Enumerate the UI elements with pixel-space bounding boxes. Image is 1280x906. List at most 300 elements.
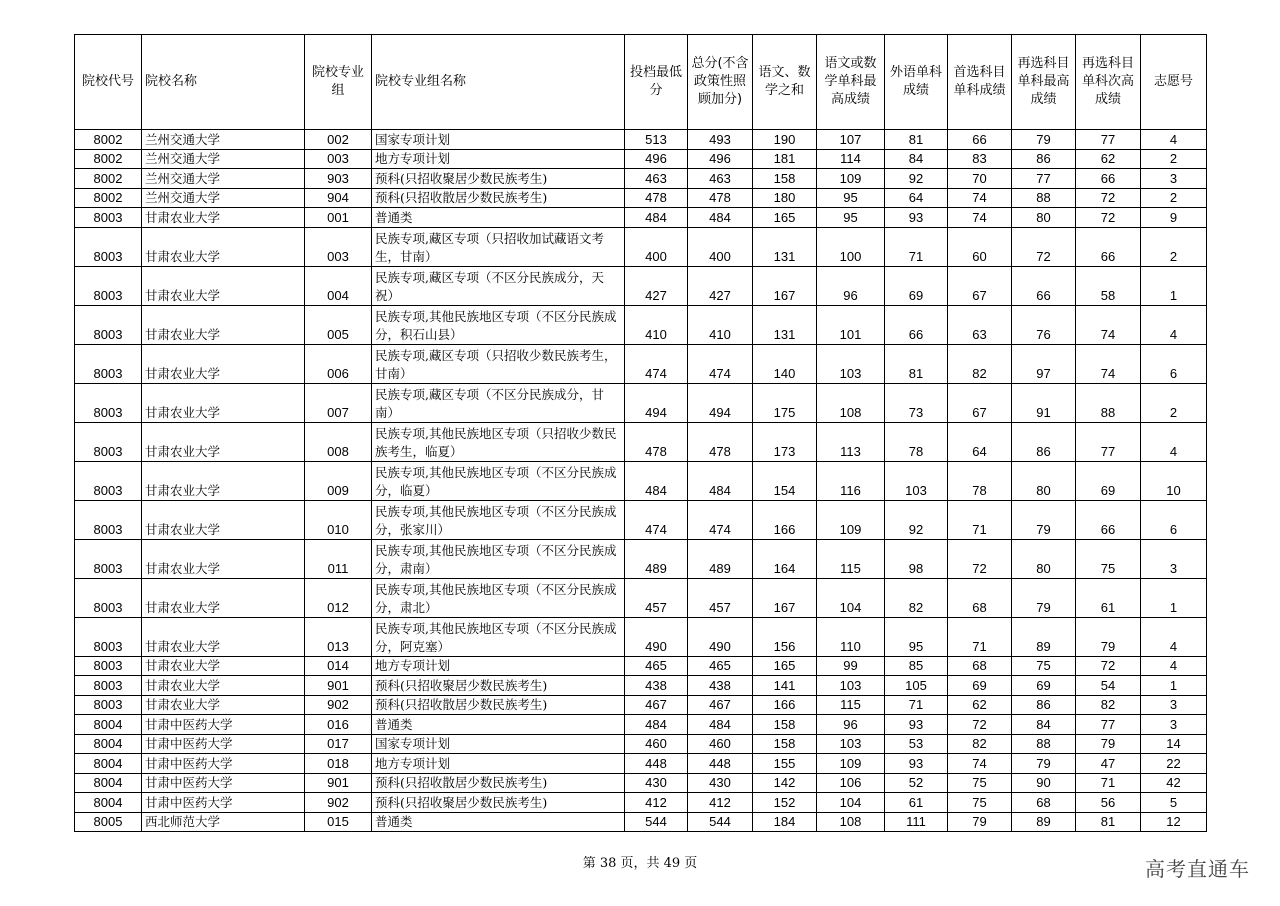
cell-resel-second: 69 (1076, 461, 1141, 500)
table-row (75, 773, 1207, 793)
cell-foreign: 78 (885, 422, 948, 461)
cell-total: 489 (688, 539, 753, 578)
cell-resel-max: 86 (1012, 422, 1076, 461)
page-footer: 第 38 页，共 49 页 (582, 856, 698, 871)
cell-name: 兰州交通大学 (142, 130, 305, 150)
cell-cn-or-math-max: 106 (817, 773, 885, 793)
table-row (75, 676, 1207, 696)
cell-resel-max: 66 (1012, 266, 1076, 305)
table-row (75, 715, 1207, 735)
cell-resel-max: 68 (1012, 793, 1076, 813)
cell-foreign: 66 (885, 305, 948, 344)
header-group-name: 院校专业组名称 (372, 35, 625, 130)
cell-first-subject: 74 (948, 188, 1012, 208)
cell-name: 兰州交通大学 (142, 188, 305, 208)
cell-resel-max: 79 (1012, 578, 1076, 617)
cell-name: 甘肃中医药大学 (142, 754, 305, 774)
cell-wish: 4 (1141, 656, 1207, 676)
cell-min-score: 448 (625, 754, 688, 774)
table-body (75, 130, 1207, 832)
cell-first-subject: 68 (948, 578, 1012, 617)
cell-group-name: 民族专项,藏区专项（不区分民族成分，甘南） (372, 383, 625, 422)
cell-cn-math: 141 (753, 676, 817, 696)
header-foreign: 外语单科成绩 (885, 35, 948, 130)
cell-resel-second: 72 (1076, 656, 1141, 676)
cell-first-subject: 74 (948, 754, 1012, 774)
cell-total: 427 (688, 266, 753, 305)
cell-cn-math: 166 (753, 695, 817, 715)
table-row (75, 149, 1207, 169)
cell-first-subject: 72 (948, 715, 1012, 735)
cell-first-subject: 83 (948, 149, 1012, 169)
cell-first-subject: 72 (948, 539, 1012, 578)
header-code: 院校代号 (75, 35, 142, 130)
table-row (75, 305, 1207, 344)
cell-total: 478 (688, 422, 753, 461)
cell-min-score: 478 (625, 422, 688, 461)
cell-total: 400 (688, 227, 753, 266)
cell-group-name: 普通类 (372, 715, 625, 735)
cell-foreign: 93 (885, 715, 948, 735)
cell-group-code: 014 (305, 656, 372, 676)
cell-code: 8003 (75, 208, 142, 228)
cell-total: 457 (688, 578, 753, 617)
cell-foreign: 61 (885, 793, 948, 813)
cell-name: 兰州交通大学 (142, 169, 305, 189)
cell-group-name: 民族专项,其他民族地区专项（不区分民族成分，积石山县） (372, 305, 625, 344)
cell-group-name: 预科(只招收聚居少数民族考生) (372, 169, 625, 189)
cell-cn-or-math-max: 108 (817, 812, 885, 832)
cell-foreign: 64 (885, 188, 948, 208)
cell-group-code: 007 (305, 383, 372, 422)
cell-resel-max: 80 (1012, 461, 1076, 500)
cell-cn-math: 167 (753, 266, 817, 305)
cell-resel-max: 97 (1012, 344, 1076, 383)
table-row (75, 422, 1207, 461)
cell-total: 496 (688, 149, 753, 169)
cell-resel-max: 77 (1012, 169, 1076, 189)
cell-group-code: 012 (305, 578, 372, 617)
cell-group-name: 民族专项,其他民族地区专项（不区分民族成分，临夏） (372, 461, 625, 500)
cell-total: 484 (688, 208, 753, 228)
cell-resel-second: 62 (1076, 149, 1141, 169)
cell-first-subject: 62 (948, 695, 1012, 715)
cell-first-subject: 82 (948, 344, 1012, 383)
cell-wish: 2 (1141, 227, 1207, 266)
cell-name: 甘肃农业大学 (142, 266, 305, 305)
cell-code: 8002 (75, 149, 142, 169)
cell-total: 478 (688, 188, 753, 208)
cell-group-name: 国家专项计划 (372, 130, 625, 150)
cell-cn-math: 131 (753, 227, 817, 266)
table-row (75, 578, 1207, 617)
table-row (75, 266, 1207, 305)
cell-cn-or-math-max: 95 (817, 188, 885, 208)
cell-code: 8003 (75, 539, 142, 578)
cell-min-score: 410 (625, 305, 688, 344)
cell-wish: 3 (1141, 169, 1207, 189)
table-row (75, 130, 1207, 150)
table-row (75, 188, 1207, 208)
cell-resel-second: 88 (1076, 383, 1141, 422)
cell-total: 484 (688, 461, 753, 500)
cell-min-score: 463 (625, 169, 688, 189)
cell-cn-math: 175 (753, 383, 817, 422)
cell-cn-or-math-max: 95 (817, 208, 885, 228)
table-row (75, 383, 1207, 422)
cell-total: 544 (688, 812, 753, 832)
cell-cn-or-math-max: 104 (817, 578, 885, 617)
cell-cn-math: 167 (753, 578, 817, 617)
header-resel-second: 再选科目单科次高成绩 (1076, 35, 1141, 130)
cell-min-score: 438 (625, 676, 688, 696)
cell-foreign: 98 (885, 539, 948, 578)
cell-resel-max: 88 (1012, 188, 1076, 208)
cell-wish: 14 (1141, 734, 1207, 754)
cell-name: 甘肃农业大学 (142, 422, 305, 461)
cell-code: 8003 (75, 500, 142, 539)
cell-total: 463 (688, 169, 753, 189)
cell-resel-second: 66 (1076, 227, 1141, 266)
cell-foreign: 85 (885, 656, 948, 676)
cell-name: 甘肃农业大学 (142, 461, 305, 500)
cell-cn-or-math-max: 114 (817, 149, 885, 169)
cell-resel-max: 72 (1012, 227, 1076, 266)
cell-cn-math: 166 (753, 500, 817, 539)
cell-first-subject: 78 (948, 461, 1012, 500)
table-row (75, 344, 1207, 383)
cell-group-code: 901 (305, 773, 372, 793)
cell-wish: 6 (1141, 344, 1207, 383)
cell-code: 8003 (75, 266, 142, 305)
cell-code: 8004 (75, 715, 142, 735)
cell-cn-or-math-max: 103 (817, 344, 885, 383)
cell-group-code: 003 (305, 149, 372, 169)
cell-foreign: 73 (885, 383, 948, 422)
cell-first-subject: 69 (948, 676, 1012, 696)
cell-first-subject: 63 (948, 305, 1012, 344)
cell-cn-math: 155 (753, 754, 817, 774)
cell-cn-or-math-max: 109 (817, 500, 885, 539)
cell-min-score: 513 (625, 130, 688, 150)
cell-code: 8004 (75, 773, 142, 793)
cell-wish: 10 (1141, 461, 1207, 500)
cell-group-name: 民族专项,其他民族地区专项（只招收少数民族考生，临夏） (372, 422, 625, 461)
cell-code: 8002 (75, 169, 142, 189)
cell-cn-math: 156 (753, 617, 817, 656)
cell-name: 甘肃农业大学 (142, 539, 305, 578)
cell-resel-second: 74 (1076, 344, 1141, 383)
header-min-score: 投档最低分 (625, 35, 688, 130)
cell-foreign: 93 (885, 754, 948, 774)
cell-code: 8003 (75, 227, 142, 266)
cell-name: 西北师范大学 (142, 812, 305, 832)
cell-group-name: 民族专项,藏区专项（只招收少数民族考生，甘南） (372, 344, 625, 383)
table-row (75, 227, 1207, 266)
cell-name: 兰州交通大学 (142, 149, 305, 169)
cell-foreign: 71 (885, 695, 948, 715)
header-first-subject: 首选科目单科成绩 (948, 35, 1012, 130)
cell-resel-second: 82 (1076, 695, 1141, 715)
cell-group-name: 国家专项计划 (372, 734, 625, 754)
cell-resel-max: 91 (1012, 383, 1076, 422)
cell-first-subject: 75 (948, 793, 1012, 813)
cell-cn-or-math-max: 96 (817, 715, 885, 735)
table-row (75, 754, 1207, 774)
cell-cn-or-math-max: 101 (817, 305, 885, 344)
cell-cn-math: 165 (753, 656, 817, 676)
cell-foreign: 52 (885, 773, 948, 793)
cell-foreign: 95 (885, 617, 948, 656)
cell-wish: 1 (1141, 676, 1207, 696)
cell-wish: 4 (1141, 305, 1207, 344)
cell-foreign: 81 (885, 130, 948, 150)
cell-first-subject: 71 (948, 500, 1012, 539)
cell-cn-or-math-max: 107 (817, 130, 885, 150)
cell-group-code: 002 (305, 130, 372, 150)
cell-code: 8005 (75, 812, 142, 832)
cell-cn-math: 158 (753, 169, 817, 189)
cell-group-code: 003 (305, 227, 372, 266)
cell-cn-or-math-max: 104 (817, 793, 885, 813)
cell-group-code: 901 (305, 676, 372, 696)
cell-resel-max: 69 (1012, 676, 1076, 696)
cell-name: 甘肃农业大学 (142, 578, 305, 617)
cell-min-score: 474 (625, 344, 688, 383)
cell-resel-max: 80 (1012, 539, 1076, 578)
cell-cn-math: 158 (753, 734, 817, 754)
cell-min-score: 400 (625, 227, 688, 266)
cell-group-code: 001 (305, 208, 372, 228)
cell-group-code: 902 (305, 695, 372, 715)
cell-resel-second: 54 (1076, 676, 1141, 696)
cell-group-code: 010 (305, 500, 372, 539)
cell-total: 465 (688, 656, 753, 676)
cell-min-score: 544 (625, 812, 688, 832)
cell-group-code: 013 (305, 617, 372, 656)
cell-cn-or-math-max: 103 (817, 734, 885, 754)
cell-resel-max: 88 (1012, 734, 1076, 754)
cell-cn-or-math-max: 96 (817, 266, 885, 305)
cell-total: 484 (688, 715, 753, 735)
cell-first-subject: 67 (948, 383, 1012, 422)
cell-group-name: 预科(只招收散居少数民族考生) (372, 188, 625, 208)
cell-foreign: 81 (885, 344, 948, 383)
cell-code: 8002 (75, 188, 142, 208)
cell-total: 474 (688, 500, 753, 539)
cell-min-score: 484 (625, 208, 688, 228)
cell-name: 甘肃中医药大学 (142, 715, 305, 735)
cell-foreign: 69 (885, 266, 948, 305)
cell-name: 甘肃农业大学 (142, 208, 305, 228)
header-cn-or-math-max: 语文或数学单科最高成绩 (817, 35, 885, 130)
cell-group-name: 民族专项,其他民族地区专项（不区分民族成分，张家川） (372, 500, 625, 539)
cell-cn-math: 173 (753, 422, 817, 461)
cell-foreign: 92 (885, 500, 948, 539)
cell-group-name: 预科(只招收散居少数民族考生) (372, 773, 625, 793)
cell-group-name: 地方专项计划 (372, 656, 625, 676)
header-resel-max: 再选科目单科最高成绩 (1012, 35, 1076, 130)
table-row (75, 539, 1207, 578)
cell-group-code: 018 (305, 754, 372, 774)
cell-resel-second: 77 (1076, 422, 1141, 461)
cell-first-subject: 68 (948, 656, 1012, 676)
table-row (75, 169, 1207, 189)
cell-foreign: 82 (885, 578, 948, 617)
table-row (75, 812, 1207, 832)
cell-cn-or-math-max: 108 (817, 383, 885, 422)
cell-cn-math: 165 (753, 208, 817, 228)
admission-score-table (74, 34, 1207, 832)
cell-first-subject: 71 (948, 617, 1012, 656)
table-row (75, 734, 1207, 754)
cell-resel-max: 76 (1012, 305, 1076, 344)
cell-wish: 4 (1141, 422, 1207, 461)
cell-resel-max: 90 (1012, 773, 1076, 793)
cell-wish: 9 (1141, 208, 1207, 228)
cell-cn-or-math-max: 109 (817, 169, 885, 189)
table-row (75, 656, 1207, 676)
cell-group-name: 预科(只招收散居少数民族考生) (372, 695, 625, 715)
cell-first-subject: 67 (948, 266, 1012, 305)
cell-resel-second: 71 (1076, 773, 1141, 793)
cell-min-score: 496 (625, 149, 688, 169)
cell-name: 甘肃农业大学 (142, 617, 305, 656)
cell-min-score: 478 (625, 188, 688, 208)
cell-code: 8003 (75, 422, 142, 461)
cell-group-name: 预科(只招收聚居少数民族考生) (372, 793, 625, 813)
cell-name: 甘肃中医药大学 (142, 793, 305, 813)
cell-code: 8003 (75, 344, 142, 383)
cell-resel-second: 56 (1076, 793, 1141, 813)
cell-cn-or-math-max: 113 (817, 422, 885, 461)
cell-name: 甘肃中医药大学 (142, 734, 305, 754)
header-cn-math: 语文、数学之和 (753, 35, 817, 130)
table-row (75, 793, 1207, 813)
cell-code: 8003 (75, 305, 142, 344)
cell-foreign: 84 (885, 149, 948, 169)
cell-name: 甘肃农业大学 (142, 695, 305, 715)
cell-group-code: 005 (305, 305, 372, 344)
cell-name: 甘肃农业大学 (142, 305, 305, 344)
table-row (75, 695, 1207, 715)
cell-wish: 1 (1141, 266, 1207, 305)
cell-resel-second: 79 (1076, 617, 1141, 656)
cell-group-name: 民族专项,其他民族地区专项（不区分民族成分，肃北） (372, 578, 625, 617)
cell-group-code: 009 (305, 461, 372, 500)
cell-cn-or-math-max: 99 (817, 656, 885, 676)
cell-group-code: 903 (305, 169, 372, 189)
cell-group-name: 普通类 (372, 812, 625, 832)
cell-min-score: 430 (625, 773, 688, 793)
cell-resel-max: 79 (1012, 130, 1076, 150)
cell-resel-second: 77 (1076, 130, 1141, 150)
cell-wish: 4 (1141, 617, 1207, 656)
cell-resel-second: 66 (1076, 169, 1141, 189)
cell-foreign: 53 (885, 734, 948, 754)
header-wish: 志愿号 (1141, 35, 1207, 130)
cell-min-score: 489 (625, 539, 688, 578)
cell-name: 甘肃农业大学 (142, 383, 305, 422)
cell-first-subject: 79 (948, 812, 1012, 832)
cell-group-name: 民族专项,藏区专项（不区分民族成分，天祝） (372, 266, 625, 305)
cell-resel-second: 81 (1076, 812, 1141, 832)
cell-min-score: 467 (625, 695, 688, 715)
cell-min-score: 427 (625, 266, 688, 305)
cell-total: 412 (688, 793, 753, 813)
cell-foreign: 93 (885, 208, 948, 228)
cell-wish: 6 (1141, 500, 1207, 539)
cell-cn-or-math-max: 116 (817, 461, 885, 500)
cell-resel-max: 80 (1012, 208, 1076, 228)
cell-total: 438 (688, 676, 753, 696)
cell-group-code: 902 (305, 793, 372, 813)
cell-wish: 3 (1141, 695, 1207, 715)
cell-total: 493 (688, 130, 753, 150)
cell-min-score: 412 (625, 793, 688, 813)
cell-resel-max: 86 (1012, 695, 1076, 715)
cell-resel-second: 74 (1076, 305, 1141, 344)
cell-resel-second: 58 (1076, 266, 1141, 305)
cell-first-subject: 74 (948, 208, 1012, 228)
cell-wish: 2 (1141, 149, 1207, 169)
cell-resel-second: 72 (1076, 208, 1141, 228)
cell-code: 8003 (75, 383, 142, 422)
cell-resel-max: 79 (1012, 754, 1076, 774)
cell-min-score: 460 (625, 734, 688, 754)
cell-first-subject: 60 (948, 227, 1012, 266)
cell-resel-second: 79 (1076, 734, 1141, 754)
cell-resel-max: 89 (1012, 812, 1076, 832)
cell-foreign: 92 (885, 169, 948, 189)
cell-cn-math: 158 (753, 715, 817, 735)
cell-min-score: 484 (625, 461, 688, 500)
header-total: 总分(不含政策性照顾加分) (688, 35, 753, 130)
cell-min-score: 457 (625, 578, 688, 617)
cell-wish: 3 (1141, 715, 1207, 735)
cell-resel-second: 47 (1076, 754, 1141, 774)
cell-cn-math: 180 (753, 188, 817, 208)
table-row (75, 617, 1207, 656)
cell-total: 460 (688, 734, 753, 754)
cell-group-code: 015 (305, 812, 372, 832)
cell-code: 8004 (75, 754, 142, 774)
table-row (75, 500, 1207, 539)
cell-cn-math: 164 (753, 539, 817, 578)
cell-name: 甘肃农业大学 (142, 500, 305, 539)
cell-name: 甘肃农业大学 (142, 227, 305, 266)
cell-resel-max: 79 (1012, 500, 1076, 539)
cell-wish: 4 (1141, 130, 1207, 150)
cell-foreign: 103 (885, 461, 948, 500)
cell-group-code: 008 (305, 422, 372, 461)
cell-first-subject: 70 (948, 169, 1012, 189)
cell-min-score: 490 (625, 617, 688, 656)
cell-cn-or-math-max: 115 (817, 539, 885, 578)
cell-min-score: 465 (625, 656, 688, 676)
cell-group-code: 004 (305, 266, 372, 305)
watermark: 高考直通车 (1145, 857, 1250, 881)
cell-code: 8003 (75, 617, 142, 656)
cell-group-code: 016 (305, 715, 372, 735)
header-name: 院校名称 (142, 35, 305, 130)
cell-code: 8002 (75, 130, 142, 150)
cell-first-subject: 64 (948, 422, 1012, 461)
cell-wish: 2 (1141, 188, 1207, 208)
cell-group-name: 民族专项,其他民族地区专项（不区分民族成分，阿克塞） (372, 617, 625, 656)
cell-group-name: 普通类 (372, 208, 625, 228)
cell-wish: 3 (1141, 539, 1207, 578)
